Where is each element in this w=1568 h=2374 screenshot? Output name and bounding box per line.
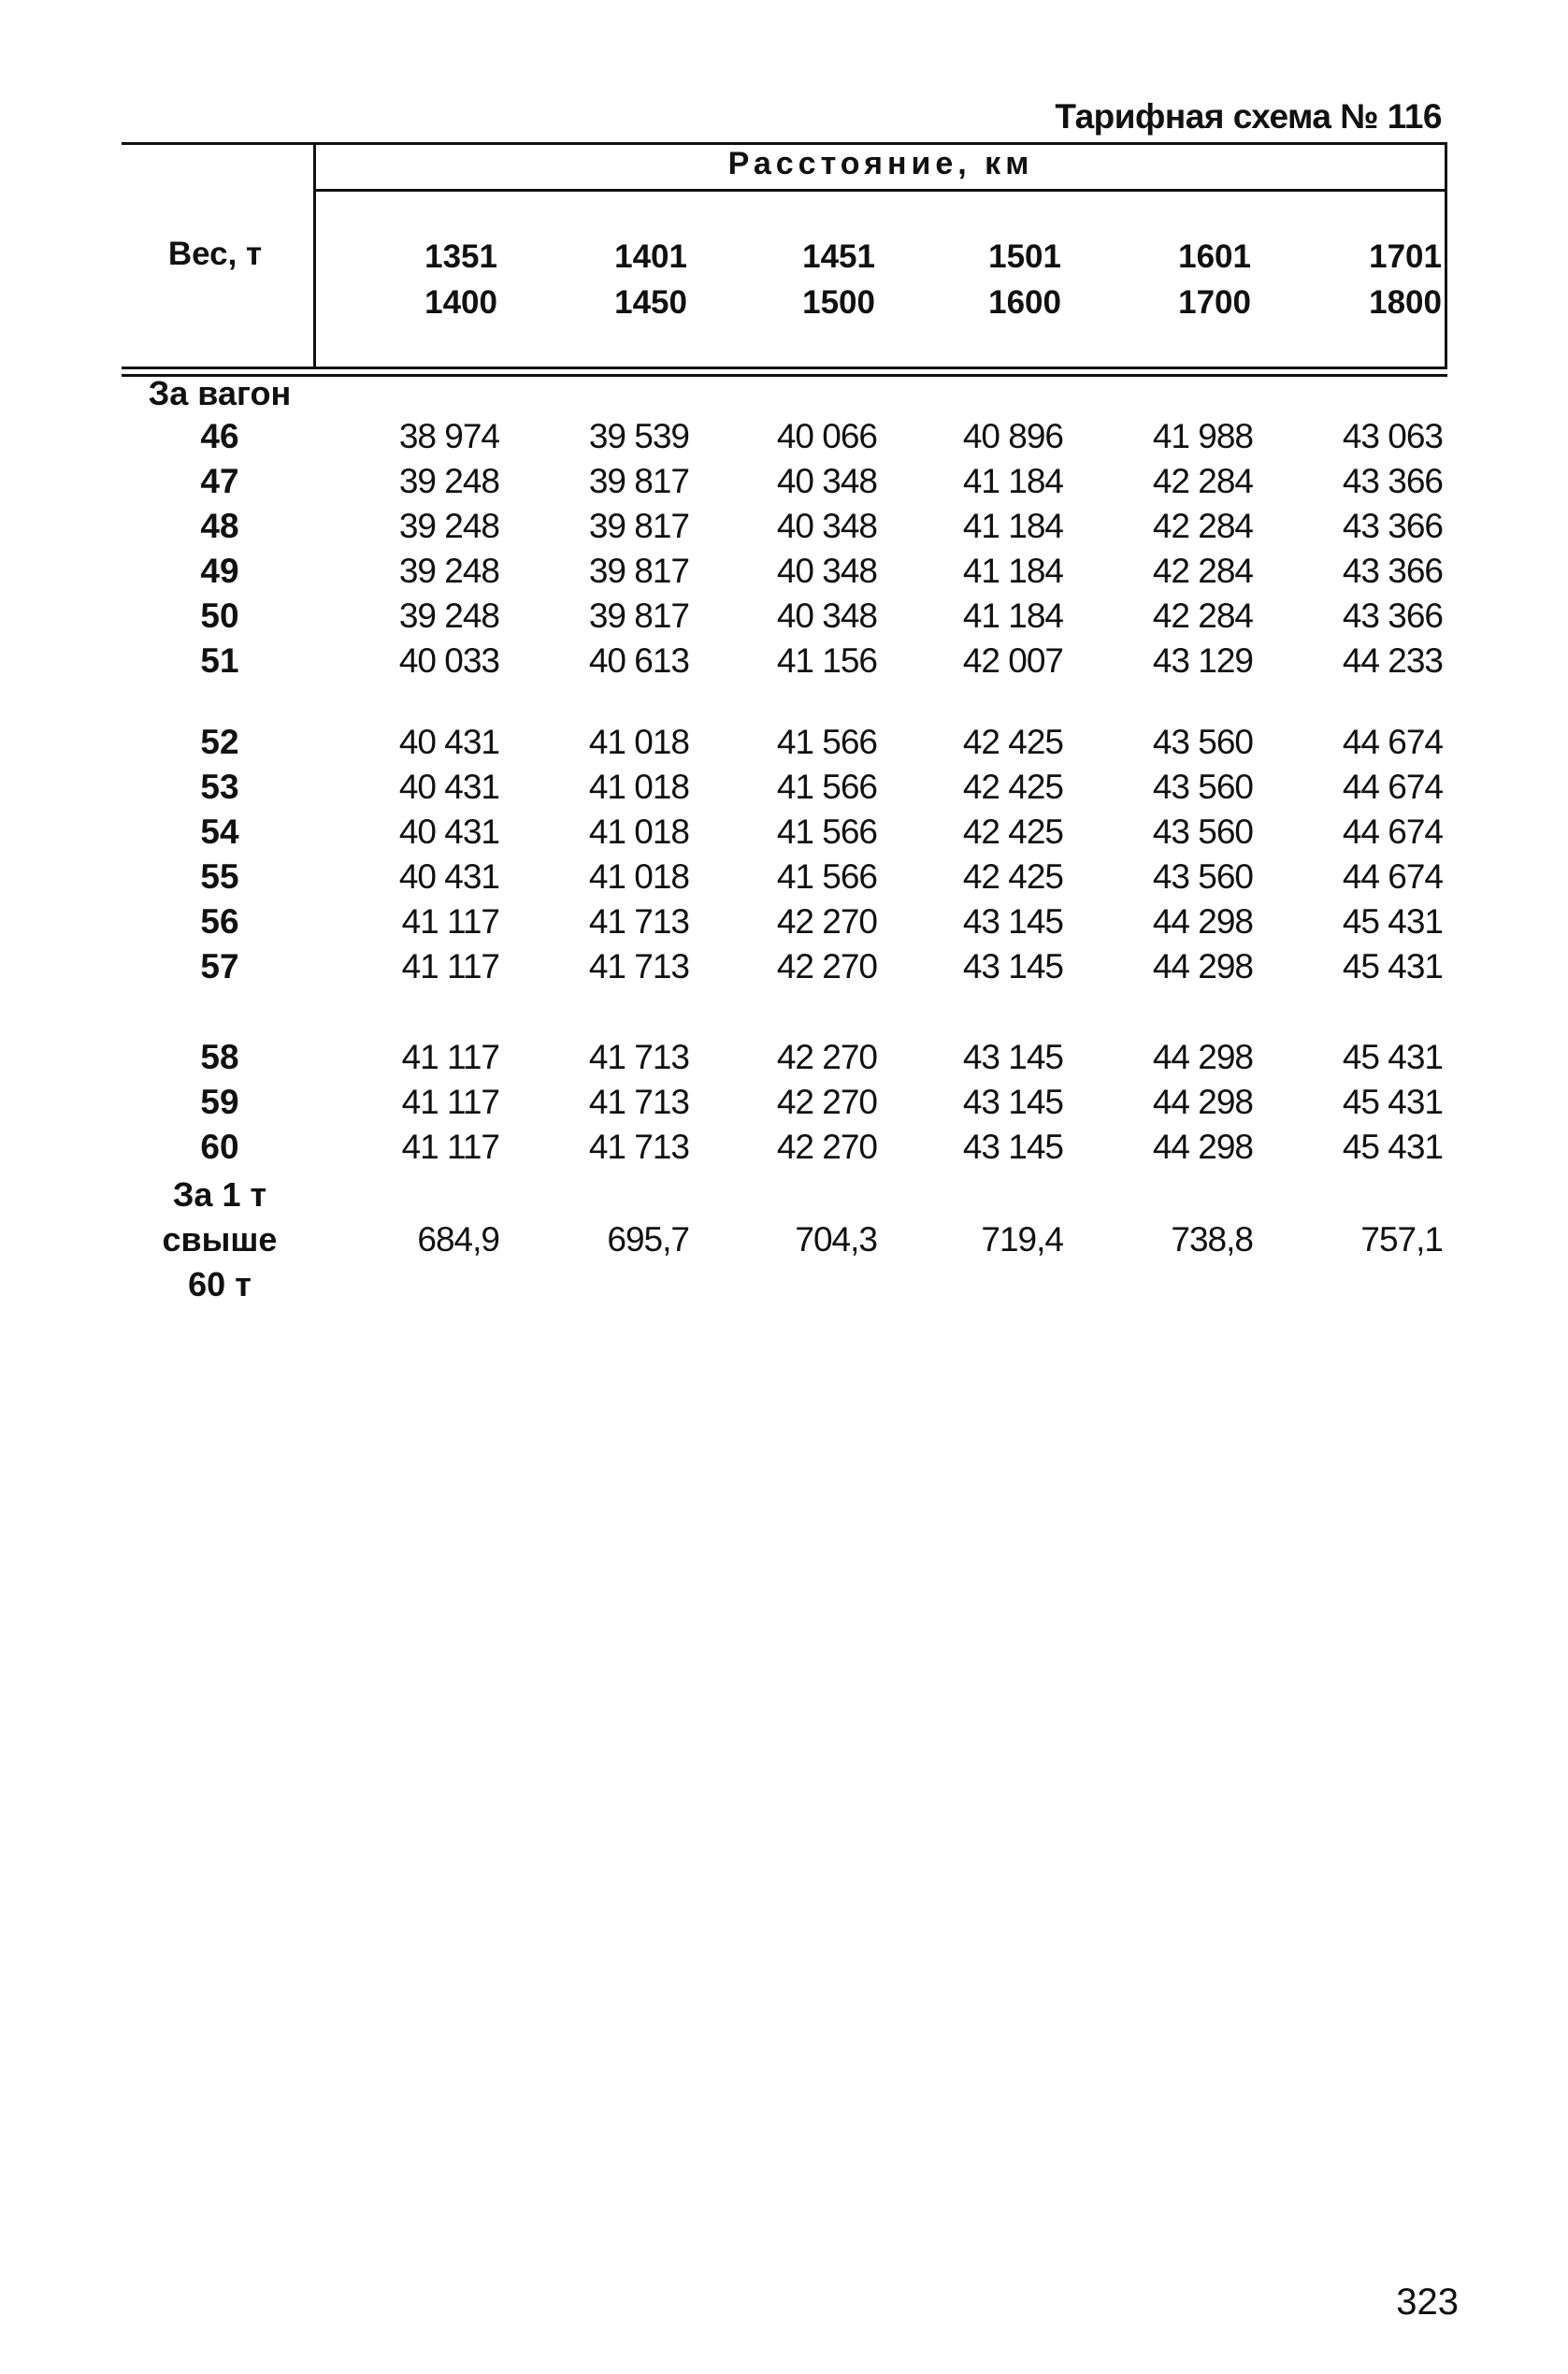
tariff-cell: 39 248	[398, 462, 499, 500]
tariff-cell: 44 674	[1342, 857, 1443, 896]
tariff-cell: 45 431	[1342, 1038, 1443, 1076]
per-ton-label-line2: свыше	[162, 1220, 278, 1259]
tariff-cell: 42 425	[962, 813, 1063, 851]
weight-label: 46	[200, 417, 239, 455]
weight-label: 52	[200, 723, 239, 761]
per-ton-label-line1: За 1 т	[172, 1175, 267, 1214]
tariff-cell: 41 117	[401, 1083, 499, 1121]
tariff-cell: 43 366	[1342, 462, 1443, 500]
tariff-cell: 44 674	[1342, 723, 1443, 761]
tariff-cell: 43 560	[1152, 723, 1253, 761]
tariff-cell: 41 117	[401, 902, 499, 941]
range-from: 1501	[988, 238, 1061, 275]
tariff-cell: 43 560	[1152, 857, 1253, 896]
tariff-cell: 43 366	[1342, 552, 1443, 590]
tariff-cell: 41 018	[588, 723, 689, 761]
tariff-cell: 45 431	[1342, 1083, 1443, 1121]
weight-label: 49	[200, 552, 239, 590]
tariff-cell: 43 560	[1152, 813, 1253, 851]
tariff-cell: 41 713	[588, 947, 689, 986]
tariff-cell: 42 284	[1152, 507, 1253, 545]
tariff-cell: 43 560	[1152, 768, 1253, 806]
weight-label: 59	[200, 1083, 239, 1121]
range-to: 1400	[424, 284, 497, 321]
tariff-cell: 43 366	[1342, 597, 1443, 635]
tariff-cell: 41 566	[776, 813, 877, 851]
header-distance-rule	[315, 189, 1447, 192]
tariff-cell: 44 298	[1152, 1083, 1253, 1121]
tariff-cell: 43 145	[962, 947, 1063, 986]
tariff-cell: 42 270	[776, 1128, 877, 1166]
range-from: 1351	[424, 238, 497, 275]
tariff-cell: 40 431	[398, 723, 499, 761]
tariff-cell: 40 431	[398, 857, 499, 896]
tariff-cell: 40 066	[776, 417, 877, 455]
tariff-cell: 41 018	[588, 768, 689, 806]
range-to: 1700	[1178, 284, 1251, 321]
tariff-cell: 41 566	[776, 857, 877, 896]
tariff-cell: 41 156	[776, 641, 877, 680]
weight-label: 50	[200, 597, 239, 635]
tariff-cell: 40 348	[776, 462, 877, 500]
range-from: 1451	[802, 238, 875, 275]
tariff-cell: 39 248	[398, 597, 499, 635]
tariff-cell: 39 817	[588, 462, 689, 500]
weight-label: 51	[200, 641, 239, 680]
tariff-cell: 40 896	[962, 417, 1063, 455]
header-top-rule	[122, 142, 1447, 145]
range-to: 1450	[614, 284, 687, 321]
tariff-cell: 44 298	[1152, 947, 1253, 986]
tariff-cell: 41 713	[588, 1128, 689, 1166]
per-ton-label-line3: 60 т	[188, 1265, 252, 1303]
scheme-title: Тарифная схема № 116	[1055, 97, 1442, 136]
tariff-cell: 43 063	[1342, 417, 1443, 455]
distance-header: Расстояние, км	[727, 146, 1034, 181]
tariff-cell: 39 539	[588, 417, 689, 455]
tariff-cell: 40 348	[776, 507, 877, 545]
tariff-cell: 44 298	[1152, 902, 1253, 941]
tariff-cell: 43 145	[962, 902, 1063, 941]
range-from: 1601	[1178, 238, 1251, 275]
range-col-1	[329, 234, 497, 325]
per-ton-cell: 757,1	[1360, 1220, 1443, 1259]
tariff-cell: 40 431	[398, 768, 499, 806]
weight-label: 56	[200, 902, 239, 941]
tariff-cell: 41 713	[588, 902, 689, 941]
tariff-cell: 44 233	[1342, 641, 1443, 680]
tariff-cell: 40 431	[398, 813, 499, 851]
weight-label: 54	[200, 813, 239, 851]
range-to: 1600	[988, 284, 1061, 321]
tariff-cell: 44 674	[1342, 813, 1443, 851]
tariff-cell: 42 284	[1152, 597, 1253, 635]
weight-header: Вес, т	[167, 236, 263, 272]
tariff-cell: 42 425	[962, 857, 1063, 896]
header-bottom-rule-1	[122, 367, 1447, 369]
tariff-cell: 41 988	[1152, 417, 1253, 455]
tariff-cell: 43 145	[962, 1083, 1063, 1121]
weight-label: 53	[200, 768, 239, 806]
tariff-cell: 42 270	[776, 902, 877, 941]
per-ton-cell: 684,9	[417, 1220, 499, 1259]
tariff-cell: 41 117	[401, 1038, 499, 1076]
tariff-cell: 44 674	[1342, 768, 1443, 806]
tariff-cell: 41 184	[962, 462, 1063, 500]
tariff-cell: 41 184	[962, 552, 1063, 590]
range-col-4	[893, 234, 1061, 325]
tariff-cell: 45 431	[1342, 1128, 1443, 1166]
tariff-cell: 44 298	[1152, 1038, 1253, 1076]
tariff-cell: 39 817	[588, 507, 689, 545]
tariff-cell: 42 425	[962, 723, 1063, 761]
range-col-5	[1083, 234, 1251, 325]
tariff-cell: 41 184	[962, 507, 1063, 545]
tariff-cell: 43 129	[1152, 641, 1253, 680]
weight-label: 60	[200, 1128, 239, 1166]
range-col-2	[519, 234, 687, 325]
tariff-cell: 45 431	[1342, 902, 1443, 941]
section-per-wagon: За вагон	[148, 374, 292, 412]
tariff-cell: 41 184	[962, 597, 1063, 635]
tariff-cell: 39 817	[588, 597, 689, 635]
weight-label: 57	[200, 947, 239, 986]
tariff-cell: 43 366	[1342, 507, 1443, 545]
weight-label: 47	[200, 462, 239, 500]
tariff-cell: 39 248	[398, 552, 499, 590]
header-bottom-rule-2	[122, 374, 1447, 377]
tariff-cell: 40 348	[776, 597, 877, 635]
tariff-cell: 43 145	[962, 1128, 1063, 1166]
tariff-cell: 42 284	[1152, 462, 1253, 500]
tariff-cell: 41 117	[401, 947, 499, 986]
per-ton-cell: 719,4	[981, 1220, 1063, 1259]
tariff-cell: 41 018	[588, 857, 689, 896]
weight-label: 55	[200, 857, 239, 896]
range-from: 1401	[614, 238, 687, 275]
tariff-cell: 40 613	[588, 641, 689, 680]
range-to: 1800	[1369, 284, 1442, 321]
tariff-cell: 42 270	[776, 947, 877, 986]
tariff-cell: 39 817	[588, 552, 689, 590]
tariff-cell: 45 431	[1342, 947, 1443, 986]
tariff-cell: 44 298	[1152, 1128, 1253, 1166]
tariff-cell: 41 566	[776, 768, 877, 806]
tariff-cell: 43 145	[962, 1038, 1063, 1076]
tariff-cell: 42 270	[776, 1083, 877, 1121]
weight-label: 48	[200, 507, 239, 545]
tariff-cell: 42 425	[962, 768, 1063, 806]
tariff-cell: 41 117	[401, 1128, 499, 1166]
per-ton-cell: 704,3	[795, 1220, 877, 1259]
per-ton-cell: 738,8	[1171, 1220, 1253, 1259]
tariff-cell: 41 713	[588, 1038, 689, 1076]
tariff-cell: 40 033	[398, 641, 499, 680]
tariff-cell: 42 284	[1152, 552, 1253, 590]
per-ton-cell: 695,7	[607, 1220, 689, 1259]
tariff-cell: 39 248	[398, 507, 499, 545]
weight-label: 58	[200, 1038, 239, 1076]
tariff-cell: 38 974	[398, 417, 499, 455]
range-col-6	[1273, 234, 1442, 325]
range-col-3	[707, 234, 875, 325]
tariff-cell: 42 007	[962, 641, 1063, 680]
range-to: 1500	[802, 284, 875, 321]
tariff-cell: 41 018	[588, 813, 689, 851]
range-from: 1701	[1369, 238, 1442, 275]
tariff-cell: 42 270	[776, 1038, 877, 1076]
tariff-cell: 40 348	[776, 552, 877, 590]
tariff-cell: 41 713	[588, 1083, 689, 1121]
tariff-cell: 41 566	[776, 723, 877, 761]
page-number: 323	[1396, 2281, 1459, 2323]
